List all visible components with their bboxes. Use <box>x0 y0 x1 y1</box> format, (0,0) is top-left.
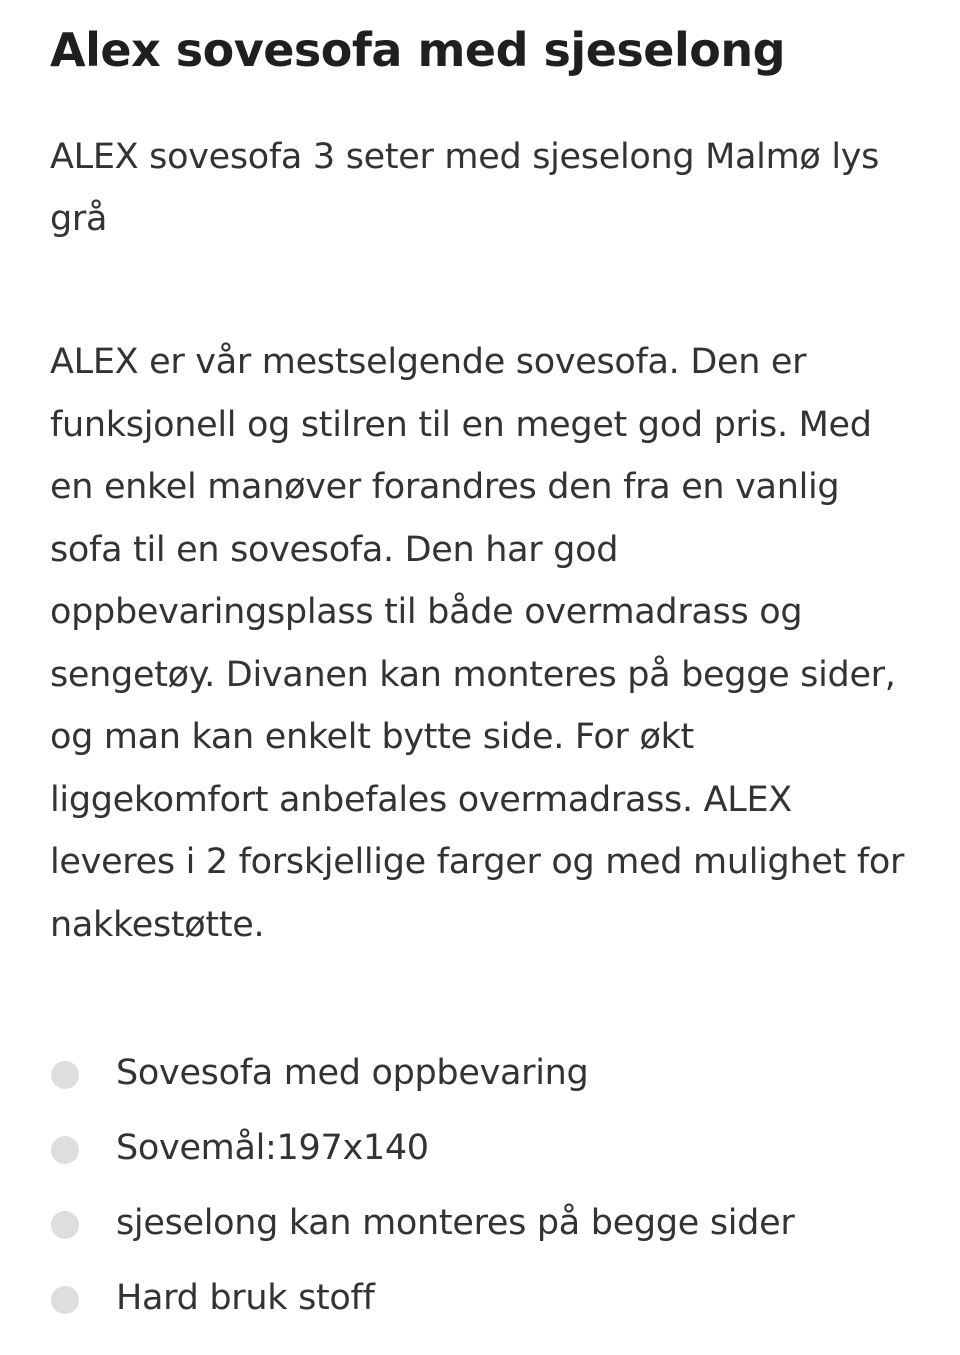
feature-list <box>50 1042 910 1342</box>
product-title: Alex sovesofa med sjeselong <box>50 23 786 77</box>
feature-label: Hard bruk stoff <box>116 1278 375 1318</box>
bullet-icon <box>51 1286 79 1314</box>
feature-label: sjeselong kan monteres på begge sider <box>116 1203 795 1243</box>
feature-item <box>50 1192 910 1267</box>
feature-item <box>50 1267 910 1342</box>
product-description: ALEX er vår mestselgende sovesofa. Den er funksjonell og stilren til en meget god pris. Med en enkel manøver forandres den fra en vanlig sofa til en sovesofa. Den har god oppbevaringsplass til både overmadrass og sengetøy. Divanen kan monteres på begge sider, og man kan enkelt bytte side. For økt liggekomfort anbefales overmadrass. ALEX leveres i 2 forskjellige farger og med mulighet for nakkestøtte. <box>50 342 905 945</box>
feature-item <box>50 1042 910 1117</box>
bullet-icon <box>51 1136 79 1164</box>
product-subtitle: ALEX sovesofa 3 seter med sjeselong Malmø lys grå <box>50 137 880 239</box>
bullet-icon <box>51 1061 79 1089</box>
bullet-icon <box>51 1211 79 1239</box>
feature-label: Sovemål:197x140 <box>116 1128 429 1168</box>
feature-label: Sovesofa med oppbevaring <box>116 1053 589 1093</box>
feature-item <box>50 1117 910 1192</box>
